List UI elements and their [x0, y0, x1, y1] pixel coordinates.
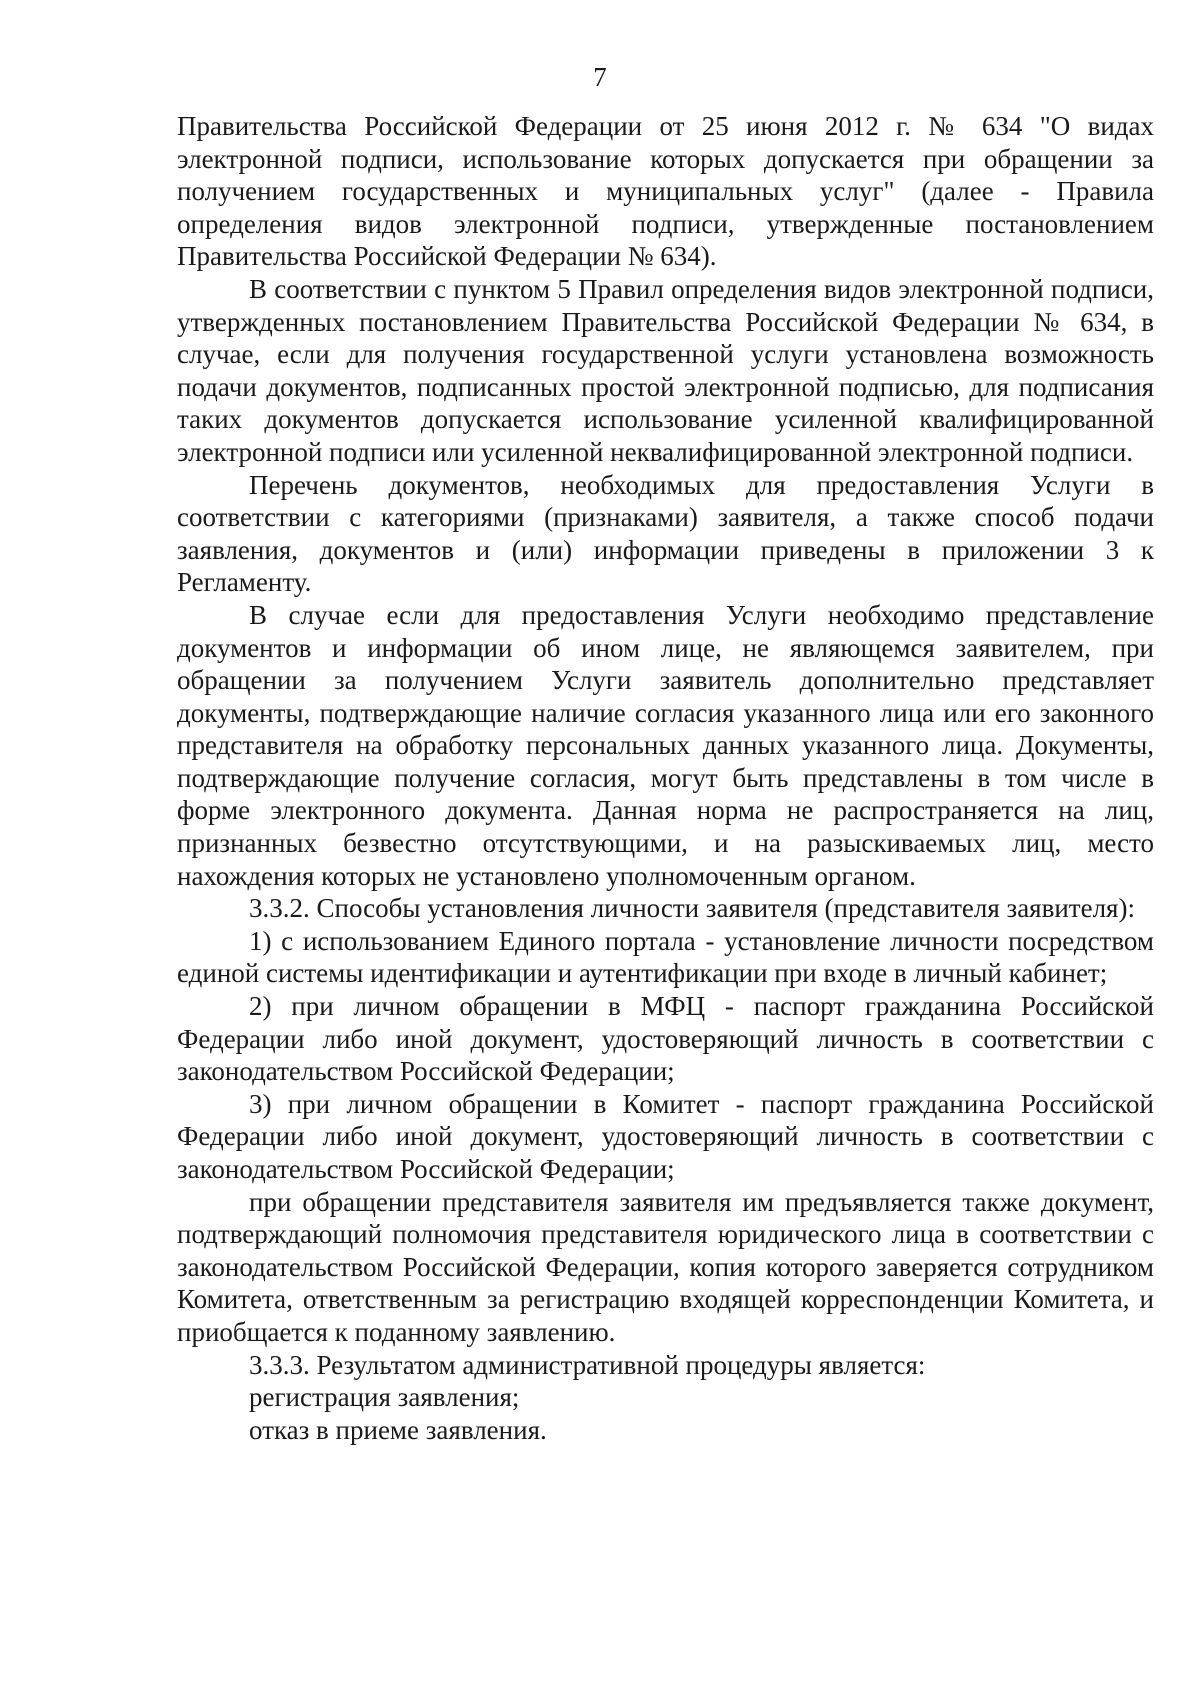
- paragraph-item-3-committee: 3) при личном обращении в Комитет - паспорт гражданина Российской Федерации либо иной документ, удостоверяющий личность в соответствии с законодательством Российской Федерации;: [177, 1088, 1154, 1184]
- paragraph-representative: при обращении представителя заявителя им предъявляется также документ, подтверждающий полномочия представителя юридического лица в соответствии с законодательством Российской Федерации, копия которого заверяется сотрудником Комитета, ответственным за регистрацию входящей корреспонденции Комитета, и приобщается к поданному заявлению.: [177, 1186, 1154, 1347]
- paragraph-documents-list: Перечень документов, необходимых для предоставления Услуги в соответствии с категориями (признаками) заявителя, а также способ подачи заявления, документов и (или) информации приведены в приложении 3 к Регламенту.: [177, 469, 1154, 598]
- paragraph-item-1-portal: 1) с использованием Единого портала - установление личности посредством единой системы идентификации и аутентификации при входе в личный кабинет;: [177, 925, 1154, 989]
- list-item-refusal: отказ в приеме заявления.: [249, 1414, 547, 1445]
- page-number: 7: [593, 62, 607, 92]
- paragraph-item-2-mfc: 2) при личном обращении в МФЦ - паспорт гражданина Российской Федерации либо иной документ, удостоверяющий личность в соответствии с законодательством Российской Федерации;: [177, 991, 1154, 1087]
- list-item-registration: регистрация заявления;: [249, 1382, 520, 1413]
- paragraph-rule-5-signatures: В соответствии с пунктом 5 Правил определения видов электронной подписи, утвержденных постановлением Правительства Российской Федерации № 634, в случае, если для получения государственной услуги установлена возможность подачи документов, подписанных простой электронной подписью, для подписания таких документов допускается использование усиленной квалифицированной электронной подписи или усиленной неквалифицированной электронной подписи.: [177, 273, 1154, 467]
- paragraph-resolution-634-reference: Правительства Российской Федерации от 25 июня 2012 г. № 634 "О видах электронной подписи, использование которых допускается при обращении за получением государственных и муниципальных услуг" (далее - Правила определения видов электронной подписи, утвержденные постановлением Правительства Российской Федерации № 634).: [177, 111, 1154, 272]
- document-body: [177, 110, 1154, 1446]
- paragraph-3-3-2-heading: 3.3.2. Способы установления личности заявителя (представителя заявителя):: [249, 893, 1135, 924]
- paragraph-3-3-3-result: 3.3.3. Результатом административной процедуры является:: [249, 1349, 926, 1380]
- paragraph-third-party-consent: В случае если для предоставления Услуги необходимо представление документов и информации об ином лице, не являющемся заявителем, при обращении за получением Услуги заявитель дополнительно представляет документы, подтверждающие наличие согласия указанного лица или его законного представителя на обработку персональных данных указанного лица. Документы, подтверждающие получение согласия, могут быть представлены в том числе в форме электронного документа. Данная норма не распространяется на лиц, признанных безвестно отсутствующими, и на разыскиваемых лиц, место нахождения которых не установлено уполномоченным органом.: [177, 599, 1154, 891]
